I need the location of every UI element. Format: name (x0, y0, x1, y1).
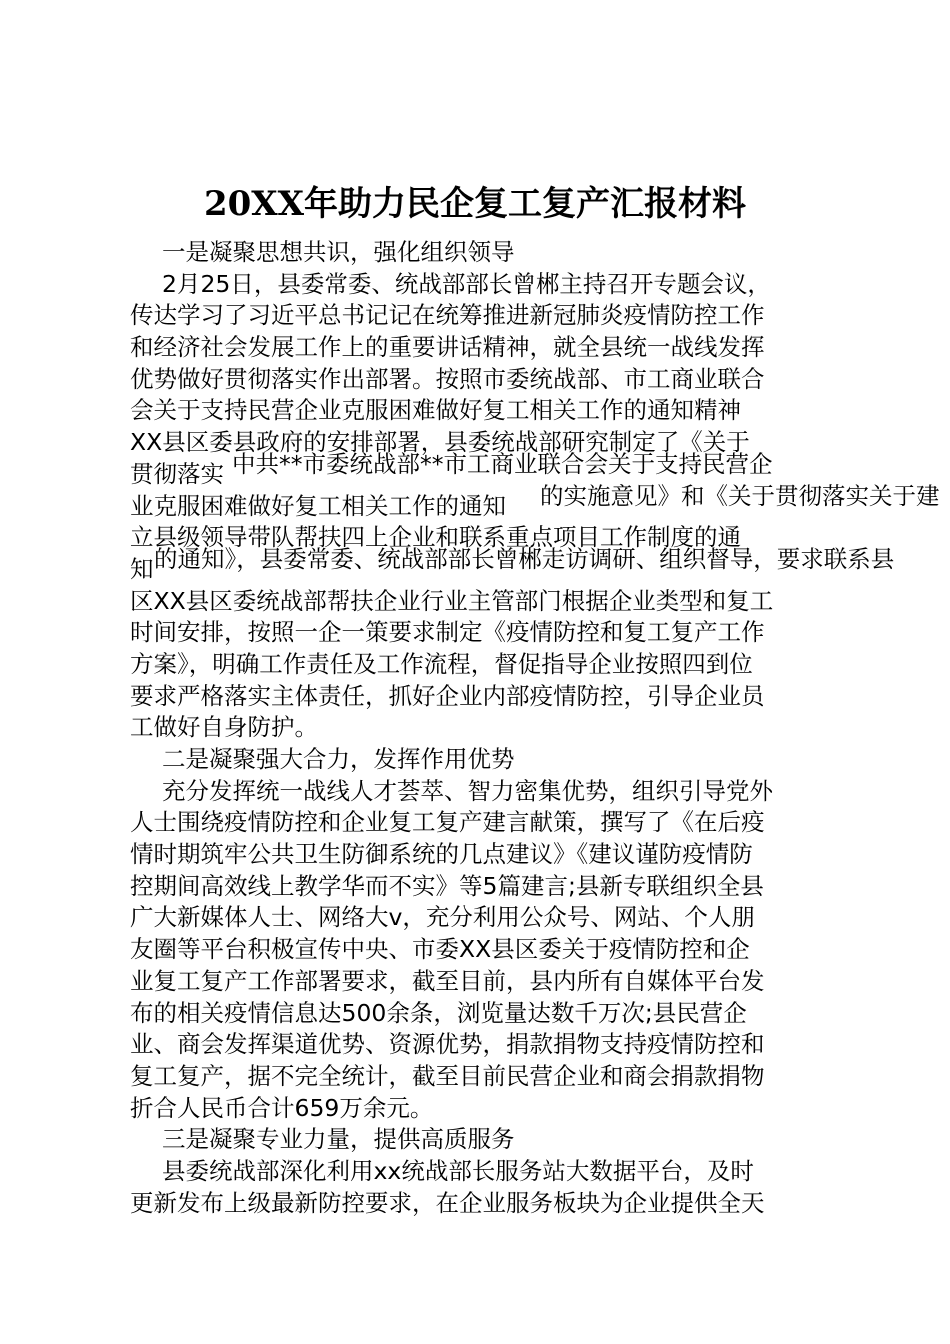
text-line: 布的相关疫情信息达500余条，浏览量达数千万次;县民营企 (130, 998, 747, 1027)
text-line: 二是凝聚强大合力，发挥作用优势 (162, 745, 515, 773)
text-line: XX县区委县政府的安排部署，县委统战部研究制定了《关于 (130, 428, 750, 457)
text-line: 会关于支持民营企业克服困难做好复工相关工作的通知精神 (130, 396, 741, 425)
document-body (130, 237, 830, 1219)
text-line: 优势做好贯彻落实作出部署。按照市委统战部、市工商业联合 (130, 364, 765, 393)
document-title: 20XX年助力民企复工复产汇报材料 (203, 184, 747, 224)
text-line: 知 (130, 554, 154, 583)
text-line: 控期间高效线上教学华而不实》等5篇建言;县新专联组织全县 (130, 871, 764, 900)
text-line: 复工复产，据不完全统计，截至目前民营企业和商会捐款捐物 (130, 1061, 765, 1090)
text-line: 区XX县区委统战部帮扶企业行业主管部门根据企业类型和复工 (130, 586, 774, 615)
text-line: 广大新媒体人士、网络大v，充分利用公众号、网站、个人朋 (130, 903, 755, 932)
text-line: 情时期筑牢公共卫生防御系统的几点建议》《建议谨防疫情防 (130, 840, 753, 869)
text-line: 立县级领导带队帮扶四上企业和联系重点项目工作制度的通 (130, 523, 741, 552)
text-line: 友圈等平台积极宣传中央、市委XX县区委关于疫情防控和企 (130, 935, 750, 964)
text-line: 业克服困难做好复工相关工作的通知 (130, 491, 506, 520)
text-line: 业复工复产工作部署要求，截至目前，县内所有自媒体平台发 (130, 966, 765, 995)
text-line: 人士围绕疫情防控和企业复工复产建言献策，撰写了《在后疫 (130, 808, 765, 837)
overlapping-text-line-2: 的实施意见》和《关于贯彻落实关于建 (540, 482, 940, 510)
text-line: 工做好自身防护。 (130, 713, 318, 742)
text-line: 和经济社会发展工作上的重要讲话精神，就全县统一战线发挥 (130, 333, 765, 362)
text-line: 2月25日，县委常委、统战部部长曾郴主持召开专题会议， (162, 269, 771, 298)
overlapping-text-line-3: 的通知》，县委常委、统战部部长曾郴走访调研、组织督导，要求联系县 (154, 545, 895, 573)
text-line: 更新发布上级最新防控要求，在企业服务板块为企业提供全天 (130, 1188, 765, 1217)
text-line: 要求严格落实主体责任，抓好企业内部疫情防控，引导企业员 (130, 681, 765, 710)
overlapping-text-line-1: 中共**市委统战部**市工商业联合会关于支持民营企 (232, 450, 773, 478)
text-line: 方案》，明确工作责任及工作流程，督促指导企业按照四到位 (130, 649, 753, 678)
text-line: 三是凝聚专业力量，提供高质服务 (162, 1125, 515, 1154)
text-line: 传达学习了习近平总书记记在统筹推进新冠肺炎疫情防控工作 (130, 301, 765, 330)
text-line: 充分发挥统一战线人才荟萃、智力密集优势，组织引导党外 (162, 776, 773, 805)
text-line: 时间安排，按照一企一策要求制定《疫情防控和复工复产工作 (130, 618, 765, 647)
text-line: 县委统战部深化利用xx统战部长服务站大数据平台，及时 (162, 1156, 754, 1185)
text-line: 业、商会发挥渠道优势、资源优势，捐款捐物支持疫情防控和 (130, 1030, 765, 1059)
text-line: 一是凝聚思想共识，强化组织领导 (162, 238, 515, 266)
text-line: 贯彻落实 (130, 459, 224, 488)
text-line: 折合人民币合计659万余元。 (130, 1093, 434, 1122)
